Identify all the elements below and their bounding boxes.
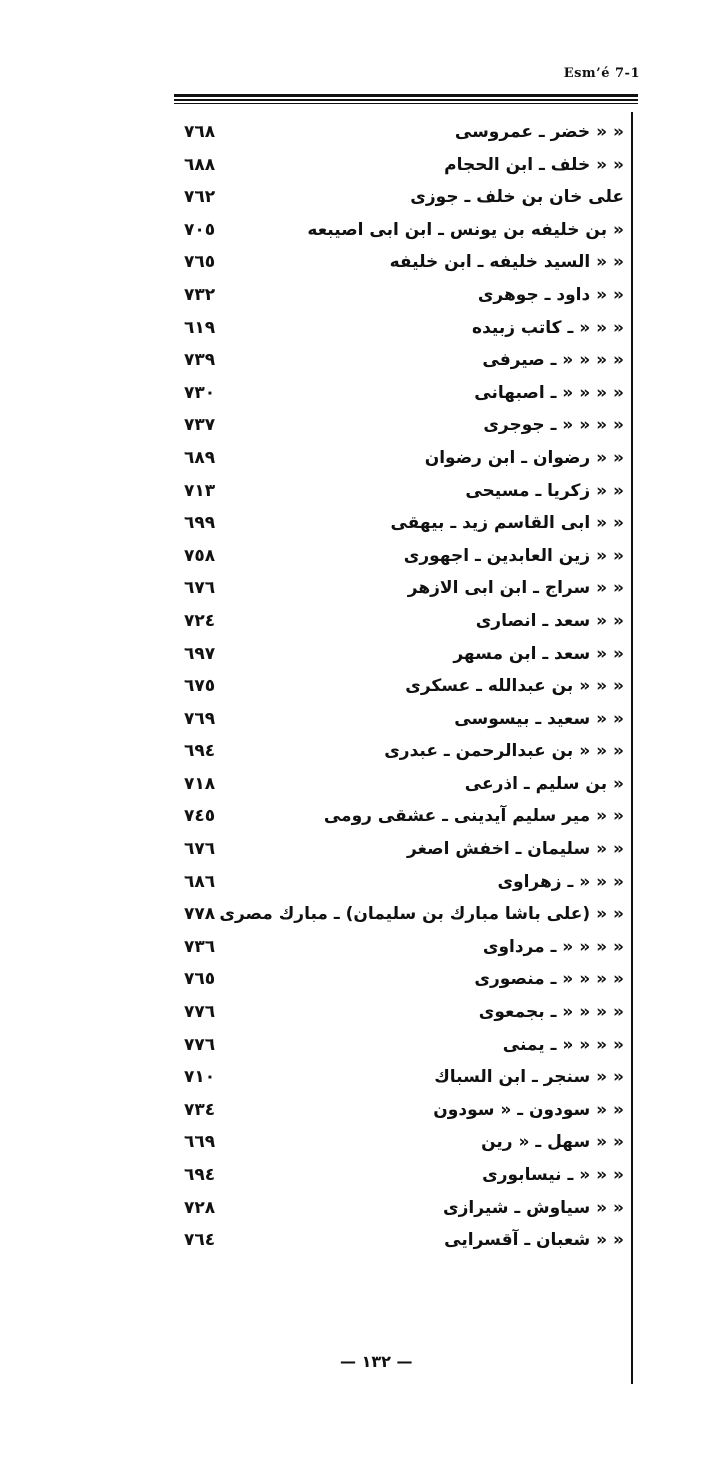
entry-page-number: ٧٣٤ (184, 1099, 216, 1120)
index-entry (150, 736, 630, 769)
entry-name: « « سهل ـ « رين (481, 1132, 624, 1153)
entry-page-number: ٦٦٩ (184, 1132, 216, 1153)
entry-name: « « سنجر ـ ابن السباك (434, 1067, 624, 1088)
index-entry (150, 834, 630, 867)
margin-rule (631, 112, 633, 1384)
entry-name: « « شعبان ـ آقسرايى (444, 1230, 624, 1251)
index-entry (150, 899, 630, 932)
index-entry (150, 508, 630, 541)
index-entry (150, 867, 630, 900)
header-mark: Esm’é 7-1 (563, 66, 640, 81)
entry-name: « « السيد خليفه ـ ابن خليفه (389, 252, 624, 273)
page-number: — ١٣٢ — (340, 1352, 413, 1371)
entry-page-number: ٧١٠ (184, 1067, 216, 1088)
entry-page-number: ٦٨٨ (184, 154, 216, 175)
entry-page-number: ٧٢٤ (184, 610, 216, 631)
index-entry (150, 769, 630, 802)
entry-name: « « « « ـ صيرفى (482, 350, 624, 371)
index-entry (150, 1095, 630, 1128)
entry-name: « « (على باشا مبارك بن سليمان) ـ مبارك مصرى (219, 904, 624, 925)
entry-name: « « « « ـ اصبهانى (474, 382, 624, 403)
index-entry (150, 247, 630, 280)
entry-name: « « سعد ـ انصارى (475, 610, 624, 631)
entry-page-number: ٧٦٥ (184, 969, 216, 990)
index-entry (150, 182, 630, 215)
entry-name: « « سودون ـ « سودون (433, 1099, 624, 1120)
index-entry (150, 378, 630, 411)
header-rule (174, 103, 638, 104)
index-entry (150, 1062, 630, 1095)
entry-name: « « سليمان ـ اخفش اصغر (406, 839, 624, 860)
entry-page-number: ٦٧٥ (184, 676, 216, 697)
index-entry (150, 1160, 630, 1193)
entry-name: « « داود ـ جوهرى (477, 284, 624, 305)
entry-name: « « « بن عبدالله ـ عسكرى (405, 676, 624, 697)
header-rule (174, 94, 638, 97)
entry-page-number: ٧٠٥ (184, 219, 216, 240)
entry-page-number: ٦٩٤ (184, 1165, 216, 1185)
index-entry (150, 541, 630, 574)
index-entry (150, 150, 630, 183)
entry-name: « « سراج ـ ابن ابى الازهر (407, 578, 624, 599)
entry-name: « « زين العابدين ـ اجهورى (403, 545, 624, 566)
entry-name: « « « « ـ مرداوى (482, 936, 624, 957)
entry-page-number: ٧٥٨ (184, 545, 216, 566)
entry-name: « « سعد ـ ابن مسهر (453, 643, 624, 664)
entry-name: « « « « ـ جوجرى (483, 415, 624, 436)
entry-page-number: ٧١٣ (184, 480, 216, 501)
entry-page-number: ٧٣٢ (184, 284, 216, 305)
entry-page-number: ٧٦٥ (184, 252, 216, 273)
entry-page-number: ٧٦٩ (184, 708, 216, 729)
entry-page-number: ٧٣٧ (184, 415, 216, 436)
index-entry (150, 932, 630, 965)
index-entry (150, 671, 630, 704)
entry-name: على خان بن خلف ـ جوزى (410, 187, 624, 208)
entry-page-number: ٧٣٩ (184, 350, 216, 371)
entry-page-number: ٧٦٨ (184, 122, 216, 142)
index-entry (150, 1127, 630, 1160)
index-entry (150, 573, 630, 606)
entry-page-number: ٧٢٨ (184, 1197, 216, 1218)
entry-page-number: ٧٣٠ (184, 382, 216, 403)
entry-page-number: ٧٧٦ (184, 1034, 216, 1055)
entry-page-number: ٦٨٩ (184, 447, 216, 468)
entry-name: « « زكريا ـ مسيحى (465, 480, 624, 501)
entry-page-number: ٦٩٩ (184, 513, 216, 534)
index-entry (150, 1193, 630, 1226)
index-entry (150, 801, 630, 834)
index-entry (150, 280, 630, 313)
index-entry (150, 997, 630, 1030)
entry-name: « « ابى القاسم زيد ـ بيهقى (390, 513, 624, 534)
entry-name: « « خلف ـ ابن الحجام (444, 154, 624, 175)
index-entry (150, 964, 630, 997)
entry-name: « « « « ـ منصورى (474, 969, 624, 990)
index-list (150, 117, 630, 1258)
entry-name: « « خضر ـ عمروسى (454, 122, 624, 142)
index-entry (150, 313, 630, 346)
index-entry (150, 606, 630, 639)
entry-name: « بن خليفه بن يونس ـ ابن ابى اصيبعه (307, 219, 624, 240)
entry-page-number: ٦١٩ (184, 317, 216, 338)
entry-name: « « « « ـ يمنى (502, 1034, 624, 1055)
index-entry (150, 117, 630, 150)
entry-page-number: ٦٧٦ (184, 839, 216, 860)
header-rule (174, 99, 638, 101)
index-entry (150, 345, 630, 378)
index-entry (150, 1225, 630, 1258)
entry-name: « بن سليم ـ اذرعى (464, 773, 624, 794)
entry-name: « « رضوان ـ ابن رضوان (424, 447, 624, 468)
entry-page-number: ٧٧٦ (184, 1002, 216, 1023)
index-entry (150, 476, 630, 509)
entry-page-number: ٧٦٢ (184, 187, 216, 208)
index-entry (150, 410, 630, 443)
entry-page-number: ٦٩٤ (184, 741, 216, 762)
index-entry (150, 443, 630, 476)
entry-page-number: ٧٤٥ (184, 806, 216, 827)
index-entry (150, 704, 630, 737)
index-entry (150, 215, 630, 248)
entry-name: « « « بن عبدالرحمن ـ عبدرى (384, 741, 624, 762)
entry-page-number: ٦٩٧ (184, 643, 216, 664)
entry-page-number: ٧٧٨ (184, 904, 216, 925)
entry-page-number: ٧٦٤ (184, 1230, 216, 1251)
entry-name: « « مير سليم آيدينى ـ عشقى رومى (323, 806, 624, 827)
entry-page-number: ٧١٨ (184, 773, 216, 794)
index-entry (150, 1030, 630, 1063)
entry-name: « « « « ـ بجمعوى (478, 1002, 624, 1023)
entry-page-number: ٦٨٦ (184, 871, 216, 892)
entry-name: « « « ـ زهراوى (497, 871, 624, 892)
index-entry (150, 639, 630, 672)
entry-name: « « سعيد ـ بيسوسى (454, 708, 624, 729)
entry-page-number: ٦٧٦ (184, 578, 216, 599)
entry-name: « « « ـ نيسابورى (482, 1165, 624, 1185)
entry-name: « « سياوش ـ شيرازى (443, 1197, 624, 1218)
entry-name: « « « ـ كاتب زبيده (472, 317, 624, 338)
entry-page-number: ٧٣٦ (184, 936, 216, 957)
